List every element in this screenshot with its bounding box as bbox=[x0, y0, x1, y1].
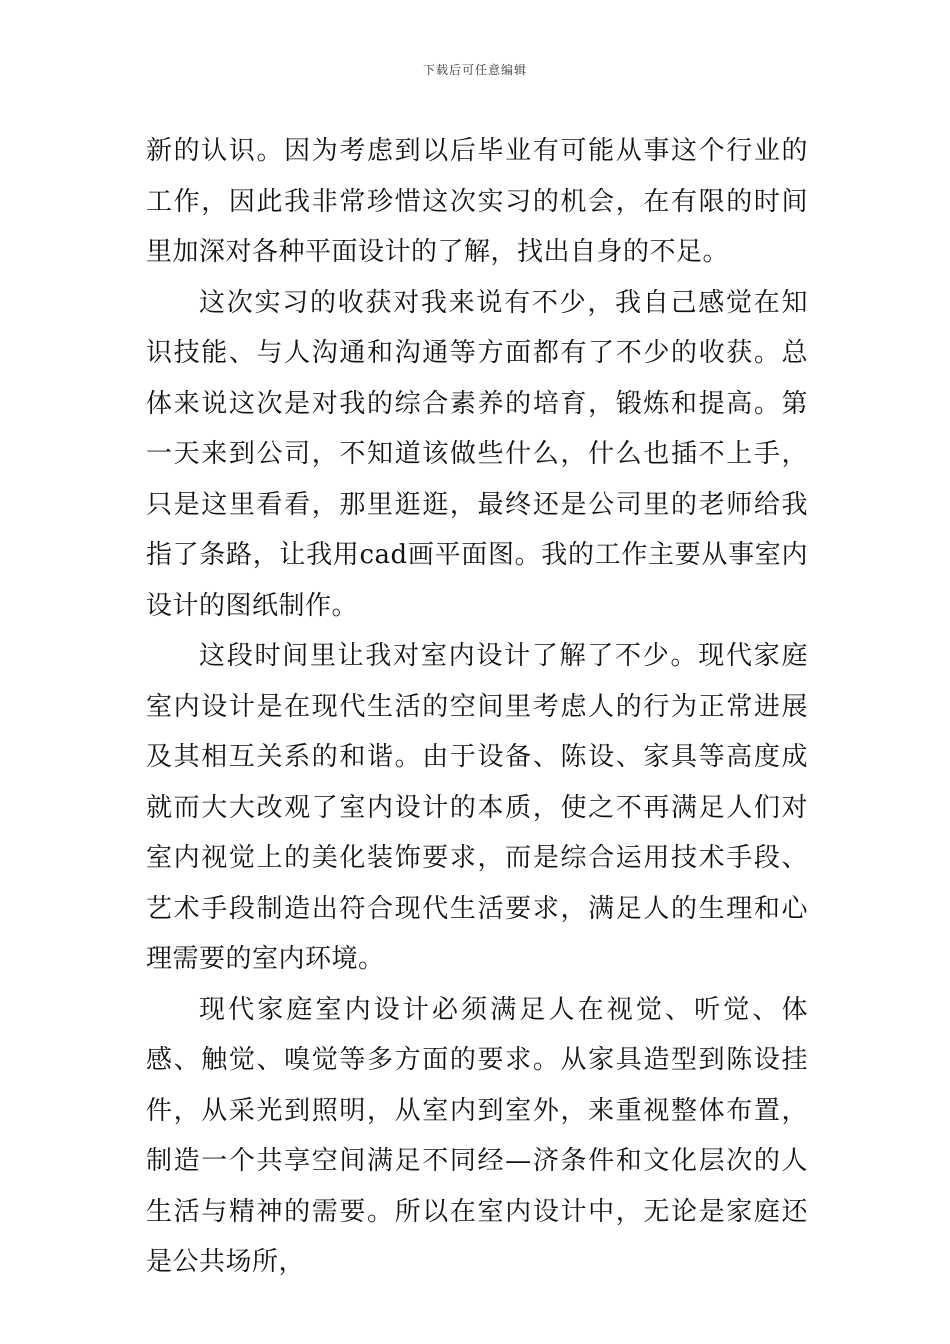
paragraph-4: 现代家庭室内设计必须满足人在视觉、听觉、体感、触觉、嗅觉等多方面的要求。从家具造型到陈设挂件，从采光到照明，从室内到室外，来重视整体布置，制造一个共享空间满足不同经—济条件和文化层次的人生活与精神的需要。所以在室内设计中，无论是家庭还是公共场所， bbox=[146, 994, 808, 1277]
paragraph-3: 这段时间里让我对室内设计了解了不少。现代家庭室内设计是在现代生活的空间里考虑人的行为正常进展及其相互关系的和谐。由于设备、陈设、家具等高度成就而大大改观了室内设计的本质，使之不再满足人们对室内视觉上的美化装饰要求，而是综合运用技术手段、艺术手段制造出符合现代生活要求，满足人的生理和心理需要的室内环境。 bbox=[146, 641, 808, 974]
paragraph-2: 这次实习的收获对我来说有不少，我自己感觉在知识技能、与人沟通和沟通等方面都有了不少的收获。总体来说这次是对我的综合素养的培育，锻炼和提高。第一天来到公司，不知道该做些什么，什么也插不上手，只是这里看看，那里逛逛，最终还是公司里的老师给我指了条路，让我用cad画平面图。我的工作主要从事室内设计的图纸制作。 bbox=[146, 287, 808, 621]
page-header: 下载后可任意编辑 bbox=[422, 63, 527, 77]
paragraph-1: 新的认识。因为考虑到以后毕业有可能从事这个行业的工作，因此我非常珍惜这次实习的机会，在有限的时间里加深对各种平面设计的了解，找出自身的不足。 bbox=[146, 136, 808, 267]
document-body bbox=[146, 126, 808, 1288]
